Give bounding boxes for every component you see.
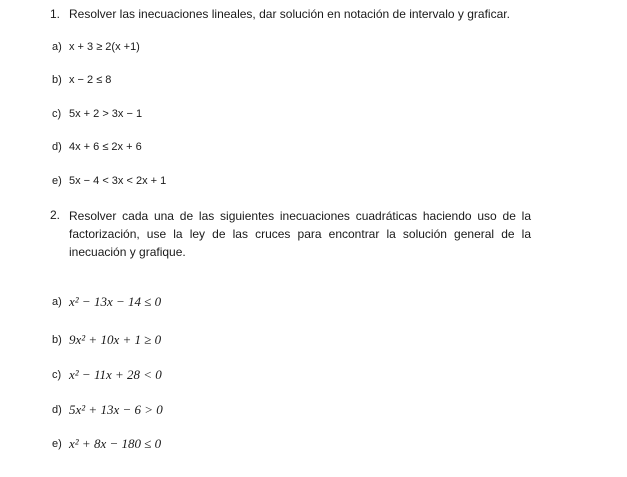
quadratic-inequality: 5x² + 13x − 6 > 0 (69, 402, 163, 417)
quadratic-inequality: x² − 13x − 14 ≤ 0 (69, 294, 162, 309)
item-label: c) (52, 369, 62, 381)
item-label: a) (52, 296, 62, 308)
item-label: a) (52, 41, 62, 53)
item-label: c) (52, 108, 62, 120)
item-label: d) (52, 141, 62, 153)
section2-title: Resolver cada una de las siguientes inecuaciones cuadráticas haciendo uso de la factorización, use la ley de las cruces para encontrar la solución general de la inecuación y grafique. (69, 209, 531, 259)
linear-inequality: x − 2 ≤ 8 (69, 74, 112, 86)
quadratic-inequality: x² + 8x − 180 ≤ 0 (69, 436, 162, 451)
linear-inequality: 5x − 4 < 3x < 2x + 1 (69, 175, 167, 187)
section1-title: Resolver las inecuaciones lineales, dar solución en notación de intervalo y graficar. (69, 7, 510, 21)
section1-number: 1. (50, 7, 61, 21)
section2-number: 2. (50, 208, 61, 222)
item-label: e) (52, 438, 62, 450)
quadratic-inequality: 9x² + 10x + 1 ≥ 0 (69, 332, 162, 347)
item-label: d) (52, 404, 62, 416)
linear-inequality: 4x + 6 ≤ 2x + 6 (69, 141, 142, 153)
item-label: b) (52, 74, 62, 86)
linear-inequality: x + 3 ≥ 2(x +1) (69, 41, 140, 53)
item-label: b) (52, 334, 62, 346)
item-label: e) (52, 175, 62, 187)
quadratic-inequality: x² − 11x + 28 < 0 (69, 367, 162, 382)
linear-inequality: 5x + 2 > 3x − 1 (69, 108, 143, 120)
